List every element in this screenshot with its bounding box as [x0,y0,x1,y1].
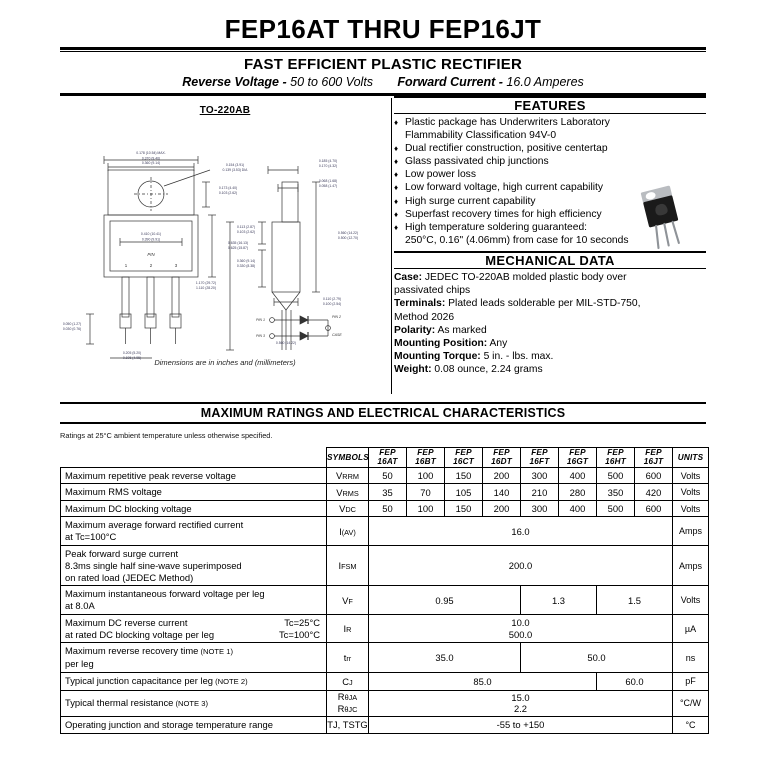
mech-value: Any [487,338,508,350]
symbol-sub: FSM [341,562,357,572]
mechanical-heading: MECHANICAL DATA [394,253,706,269]
table-row [61,500,709,517]
symbol-sub: RRM [342,472,359,482]
mechanical-data-list [394,272,706,377]
schematic-pin3-label: PIN 3 [256,334,265,338]
row-value: 210 [521,484,559,501]
feature-text: High temperature soldering guaranteed: [405,221,588,233]
row-symbol [327,545,369,585]
page-title: FEP16AT THRU FEP16JT [224,14,542,44]
table-row [61,690,709,717]
schematic-pin1-label: PIN 1 [256,318,265,322]
mech-label: Case: [394,272,423,284]
ratings-section-header [60,402,706,440]
row-value-split: 50.0 [521,643,673,673]
row-value: 200 [483,467,521,484]
feature-text: Dual rectifier construction, positive centertap [405,142,608,154]
forward-current-label: Forward Current - [397,75,503,89]
mech-label: Mounting Position: [394,338,488,350]
svg-text:0.139 (3.53) DIA: 0.139 (3.53) DIA [222,168,248,172]
header-part-7 [635,448,673,468]
symbol-sub: F [348,596,353,606]
row-value-span: -55 to +150 [369,717,673,734]
ratings-heading: MAXIMUM RATINGS AND ELECTRICAL CHARACTERISTICS [60,404,706,424]
mech-row [394,351,706,364]
row-description: Maximum RMS voltage [61,484,327,501]
row-value: 300 [521,500,559,517]
svg-text:0.360 (9.14): 0.360 (9.14) [236,259,256,263]
list-item [394,169,706,182]
svg-text:0.113 (2.87): 0.113 (2.87) [236,225,256,229]
part-suffix: 16HT [605,457,626,467]
schematic-case-label: CASE [332,333,342,337]
symbol-main: I [343,623,347,635]
desc-line1: Maximum DC reverse current [65,616,188,628]
svg-text:0.178 (10.54) MAX.: 0.178 (10.54) MAX. [136,151,166,155]
row-unit: Amps [673,545,709,585]
svg-text:1.170 (29.72): 1.170 (29.72) [195,281,217,285]
table-row [61,673,709,691]
row-value-stack [369,690,673,717]
row-value: 100 [407,467,445,484]
row-value: 600 [635,467,673,484]
mech-row [394,272,706,285]
row-symbol [327,643,369,673]
mech-label: Terminals: [394,298,446,310]
svg-text:0.625 (15.87): 0.625 (15.87) [227,246,249,250]
row-value: 600 [635,500,673,517]
reverse-voltage-value: 50 to 600 Volts [286,75,374,89]
row-unit: °C [673,717,709,734]
row-value: 500 [597,500,635,517]
row-value: 200 [483,500,521,517]
row-symbol [327,614,369,643]
svg-text:0.110 (2.79): 0.110 (2.79) [322,297,342,301]
features-column [394,96,706,396]
svg-text:0.330 (8.38): 0.330 (8.38) [236,264,256,268]
row-unit: pF [673,673,709,691]
svg-text:2: 2 [149,263,153,268]
feature-text: Plastic package has Underwriters Laboratory [405,117,610,128]
svg-text:0.154 (3.91): 0.154 (3.91) [225,163,245,167]
title-rule-thick [60,47,706,50]
svg-text:1: 1 [124,263,128,268]
desc-line1: Maximum reverse recovery time [65,645,199,657]
svg-text:0.030 (0.76): 0.030 (0.76) [62,327,82,331]
symbol-sub: J [349,677,353,687]
row-unit: µA [673,614,709,643]
to220ab-outline-drawing [60,122,390,360]
symbol-main: I [339,525,342,537]
row-description [61,690,327,717]
diamond-bullet-icon: ♦ [394,209,399,219]
symbol-main: I [338,560,342,572]
row-value: 280 [559,484,597,501]
row-description [61,643,327,673]
part-prefix: FEP [569,448,586,457]
svg-text:0.205 (5.20): 0.205 (5.20) [122,351,142,355]
row-value: 350 [597,484,635,501]
feature-text: Low power loss [405,169,476,181]
mech-row [394,298,706,311]
svg-text:0.370 (9.40): 0.370 (9.40) [141,156,161,161]
header-part-0 [369,448,407,468]
symbol-sub: θJA [344,692,358,702]
row-description [61,586,327,615]
part-prefix: FEP [645,448,662,457]
svg-text:0.173 (4.40): 0.173 (4.40) [218,186,238,190]
header-part-3 [483,448,521,468]
svg-text:3: 3 [174,263,178,268]
desc-line1: Typical thermal resistance [65,697,174,709]
row-value-span: 16.0 [369,517,673,546]
row-value-span: 200.0 [369,545,673,585]
row-value-split: 85.0 [369,673,597,691]
row-unit: Amps [673,517,709,546]
svg-text:0.410 (10.41): 0.410 (10.41) [140,232,162,236]
row-symbol [327,690,369,717]
part-suffix: 16CT [453,457,474,467]
diamond-bullet-icon: ♦ [394,196,399,206]
row-symbol: TJ, TSTG [327,717,369,734]
row-value: 100 [407,500,445,517]
stack-value-1: 15.0 [511,691,530,703]
row-value-split: 60.0 [597,673,673,691]
pin-label: PIN [147,252,155,257]
datasheet-page [0,14,766,780]
svg-text:0.500 (12.70): 0.500 (12.70) [337,236,359,240]
row-symbol [327,673,369,691]
header-part-4 [521,448,559,468]
header-part-5 [559,448,597,468]
desc-cond2: Tc=100°C [278,628,320,640]
part-prefix: FEP [379,448,396,457]
svg-text:0.103 (2.62): 0.103 (2.62) [236,230,256,234]
features-heading: FEATURES [394,98,706,114]
desc-note: (NOTE 3) [173,699,208,709]
stack-value-2: 2.2 [513,703,528,715]
symbol-sub: DC [345,505,356,515]
desc-line1: Maximum instantaneous forward voltage per leg [65,588,265,600]
svg-text:0.050 (1.27): 0.050 (1.27) [62,322,82,326]
dimensions-caption: Dimensions are in inches and (millimeters) [154,358,296,367]
list-item [394,156,706,169]
row-value-stack [369,614,673,643]
ratings-note: Ratings at 25°C ambient temperature unless otherwise specified. [60,431,273,440]
symbol-main-2: R [337,703,345,715]
header-specs [60,75,706,89]
mech-value: As marked [435,324,487,336]
row-unit: °C/W [673,690,709,717]
column-divider [391,98,392,394]
symbol-main: C [342,675,350,687]
row-value: 500 [597,467,635,484]
mech-row [394,325,706,338]
header-symbols: SYMBOLS [327,448,369,468]
row-description [61,614,327,643]
desc-line1: Typical junction capacitance per leg [65,675,214,687]
svg-text:0.100 (2.54): 0.100 (2.54) [322,302,342,306]
mech-label: Polarity: [394,324,436,336]
svg-text:1.110 (28.20): 1.110 (28.20) [196,286,216,290]
row-value: 300 [521,467,559,484]
svg-text:0.390 (9.91): 0.390 (9.91) [141,237,161,242]
symbol-sub: (AV) [341,527,356,537]
stack-value-1: 10.0 [511,616,530,628]
row-unit: Volts [673,500,709,517]
svg-text:0.068 (1.68): 0.068 (1.68) [318,179,338,183]
mech-row [394,338,706,351]
svg-text:0.103 (2.62): 0.103 (2.62) [218,191,238,195]
symbol-main: t [343,652,347,664]
content-columns [60,96,706,396]
row-description: Maximum DC blocking voltage [61,500,327,517]
row-unit: Volts [673,586,709,615]
header-part-1 [407,448,445,468]
row-unit: Volts [673,467,709,484]
table-row [61,643,709,673]
part-suffix: 16JT [643,457,664,467]
row-symbol [327,517,369,546]
desc-line2: at Tc=100°C [65,531,117,543]
row-unit: Volts [673,484,709,501]
row-value: 50 [369,467,407,484]
forward-current-value: 16.0 Amperes [502,75,584,89]
mech-label: Weight: [394,364,432,376]
part-suffix: 16BT [415,457,436,467]
desc-line2: at rated DC blocking voltage per leg [65,628,215,640]
row-symbol [327,500,369,517]
header-part-6 [597,448,635,468]
part-suffix: 16DT [491,457,512,467]
symbol-main: V [336,470,343,482]
part-suffix: 16GT [566,457,589,467]
table-row [61,517,709,546]
mech-row-cont: passivated chips [394,285,471,297]
desc-line2: at 8.0A [65,600,95,612]
desc-cond1: Tc=25°C [284,616,320,628]
row-value-split: 1.5 [597,586,673,615]
row-description [61,673,327,691]
desc-note: (NOTE 1) [198,647,233,657]
svg-text:0.195 (4.95): 0.195 (4.95) [122,356,142,360]
list-item [394,117,706,142]
list-item [394,143,706,156]
stack-value-2: 500.0 [508,628,533,640]
symbol-sub: RMS [342,488,359,498]
svg-text:0.635 (16.13): 0.635 (16.13) [227,241,249,245]
table-row [61,545,709,585]
rectifier-schematic [270,316,331,340]
row-description [61,517,327,546]
diamond-bullet-icon: ♦ [394,222,399,232]
row-symbol [327,586,369,615]
row-value: 150 [445,500,483,517]
diamond-bullet-icon: ♦ [394,118,399,127]
mech-row [394,364,706,377]
mechanical-drawing [60,122,390,360]
diamond-bullet-icon: ♦ [394,170,399,180]
diamond-bullet-icon: ♦ [394,183,399,193]
mech-value: JEDEC TO-220AB molded plastic body over [422,272,627,284]
row-value: 35 [369,484,407,501]
row-value: 400 [559,467,597,484]
table-row [61,614,709,643]
header-part-2 [445,448,483,468]
svg-text:0.170 (4.32): 0.170 (4.32) [318,164,338,168]
part-prefix: FEP [531,448,548,457]
desc-line2: per leg [65,658,94,670]
row-value: 105 [445,484,483,501]
svg-text:0.185 (4.70): 0.185 (4.70) [318,159,338,163]
specifications-table [60,447,709,734]
package-type-label: TO-220AB [199,105,251,116]
part-prefix: FEP [455,448,472,457]
symbol-sub: rr [346,654,352,664]
row-value: 50 [369,500,407,517]
row-value-split: 1.3 [521,586,597,615]
row-value: 140 [483,484,521,501]
row-symbol [327,467,369,484]
svg-text:0.560 (14.22): 0.560 (14.22) [337,231,359,235]
symbol-sub: R [346,625,352,635]
symbol-sub-2: θJC [344,705,358,715]
row-value: 420 [635,484,673,501]
table-header-row [61,448,709,468]
feature-text: Superfast recovery times for high efficiency [405,208,602,220]
table-row [61,467,709,484]
feature-text-cont: 250°C, 0.16" (4.06mm) from case for 10 seconds [405,234,629,246]
feature-text: Glass passivated chip junctions [405,155,549,167]
symbol-main: V [342,594,349,606]
table-row [61,484,709,501]
page-header [60,14,706,96]
package-drawing-column [60,96,390,396]
subtitle: FAST EFFICIENT PLASTIC RECTIFIER [243,56,523,73]
mech-row-cont: Method 2026 [394,311,455,323]
mech-value: Plated leads solderable per MIL-STD-750, [445,298,641,310]
desc-note: (NOTE 2) [213,677,248,687]
desc-line2: 8.3ms single half sine-wave superimposed [65,559,242,571]
svg-text:0.360 (9.14): 0.360 (9.14) [141,161,161,165]
part-suffix: 16FT [529,457,550,467]
mech-label: Mounting Torque: [394,351,481,363]
feature-text-cont: Flammability Classification 94V-0 [405,129,557,141]
row-value-split: 35.0 [369,643,521,673]
symbol-main: V [336,486,343,498]
row-description: Maximum repetitive peak reverse voltage [61,467,327,484]
header-blank-cell [61,448,327,468]
desc-line3: on rated load (JEDEC Method) [65,571,194,583]
header-units: UNITS [673,448,709,468]
row-description [61,545,327,585]
desc-line1: Peak forward surge current [65,547,179,559]
reverse-voltage-label: Reverse Voltage - [182,75,287,89]
svg-text:0.560 (14.22): 0.560 (14.22) [275,341,297,345]
row-value: 400 [559,500,597,517]
mech-value: 0.08 ounce, 2.24 grams [431,364,543,376]
symbol-main: V [339,503,346,515]
row-value: 150 [445,467,483,484]
row-value: 70 [407,484,445,501]
part-prefix: FEP [417,448,434,457]
feature-text: Low forward voltage, high current capability [405,182,604,194]
part-prefix: FEP [493,448,510,457]
feature-text: High surge current capability [405,195,536,207]
row-value-split: 0.95 [369,586,521,615]
title-rule-thin [60,51,706,52]
mech-value: 5 in. - lbs. max. [480,351,554,363]
row-unit: ns [673,643,709,673]
part-suffix: 16AT [377,457,398,467]
desc-line1: Maximum average forward rectified current [65,519,244,531]
diamond-bullet-icon: ♦ [394,143,399,153]
diamond-bullet-icon: ♦ [394,156,399,166]
svg-text:0.058 (1.47): 0.058 (1.47) [318,184,338,188]
table-row [61,717,709,734]
part-prefix: FEP [607,448,624,457]
schematic-pin2-label: PIN 2 [332,315,341,319]
row-symbol [327,484,369,501]
symbol-main: R [337,690,345,702]
to220-package-photo [634,183,700,249]
table-row [61,586,709,615]
row-description: Operating junction and storage temperature range [61,717,327,734]
